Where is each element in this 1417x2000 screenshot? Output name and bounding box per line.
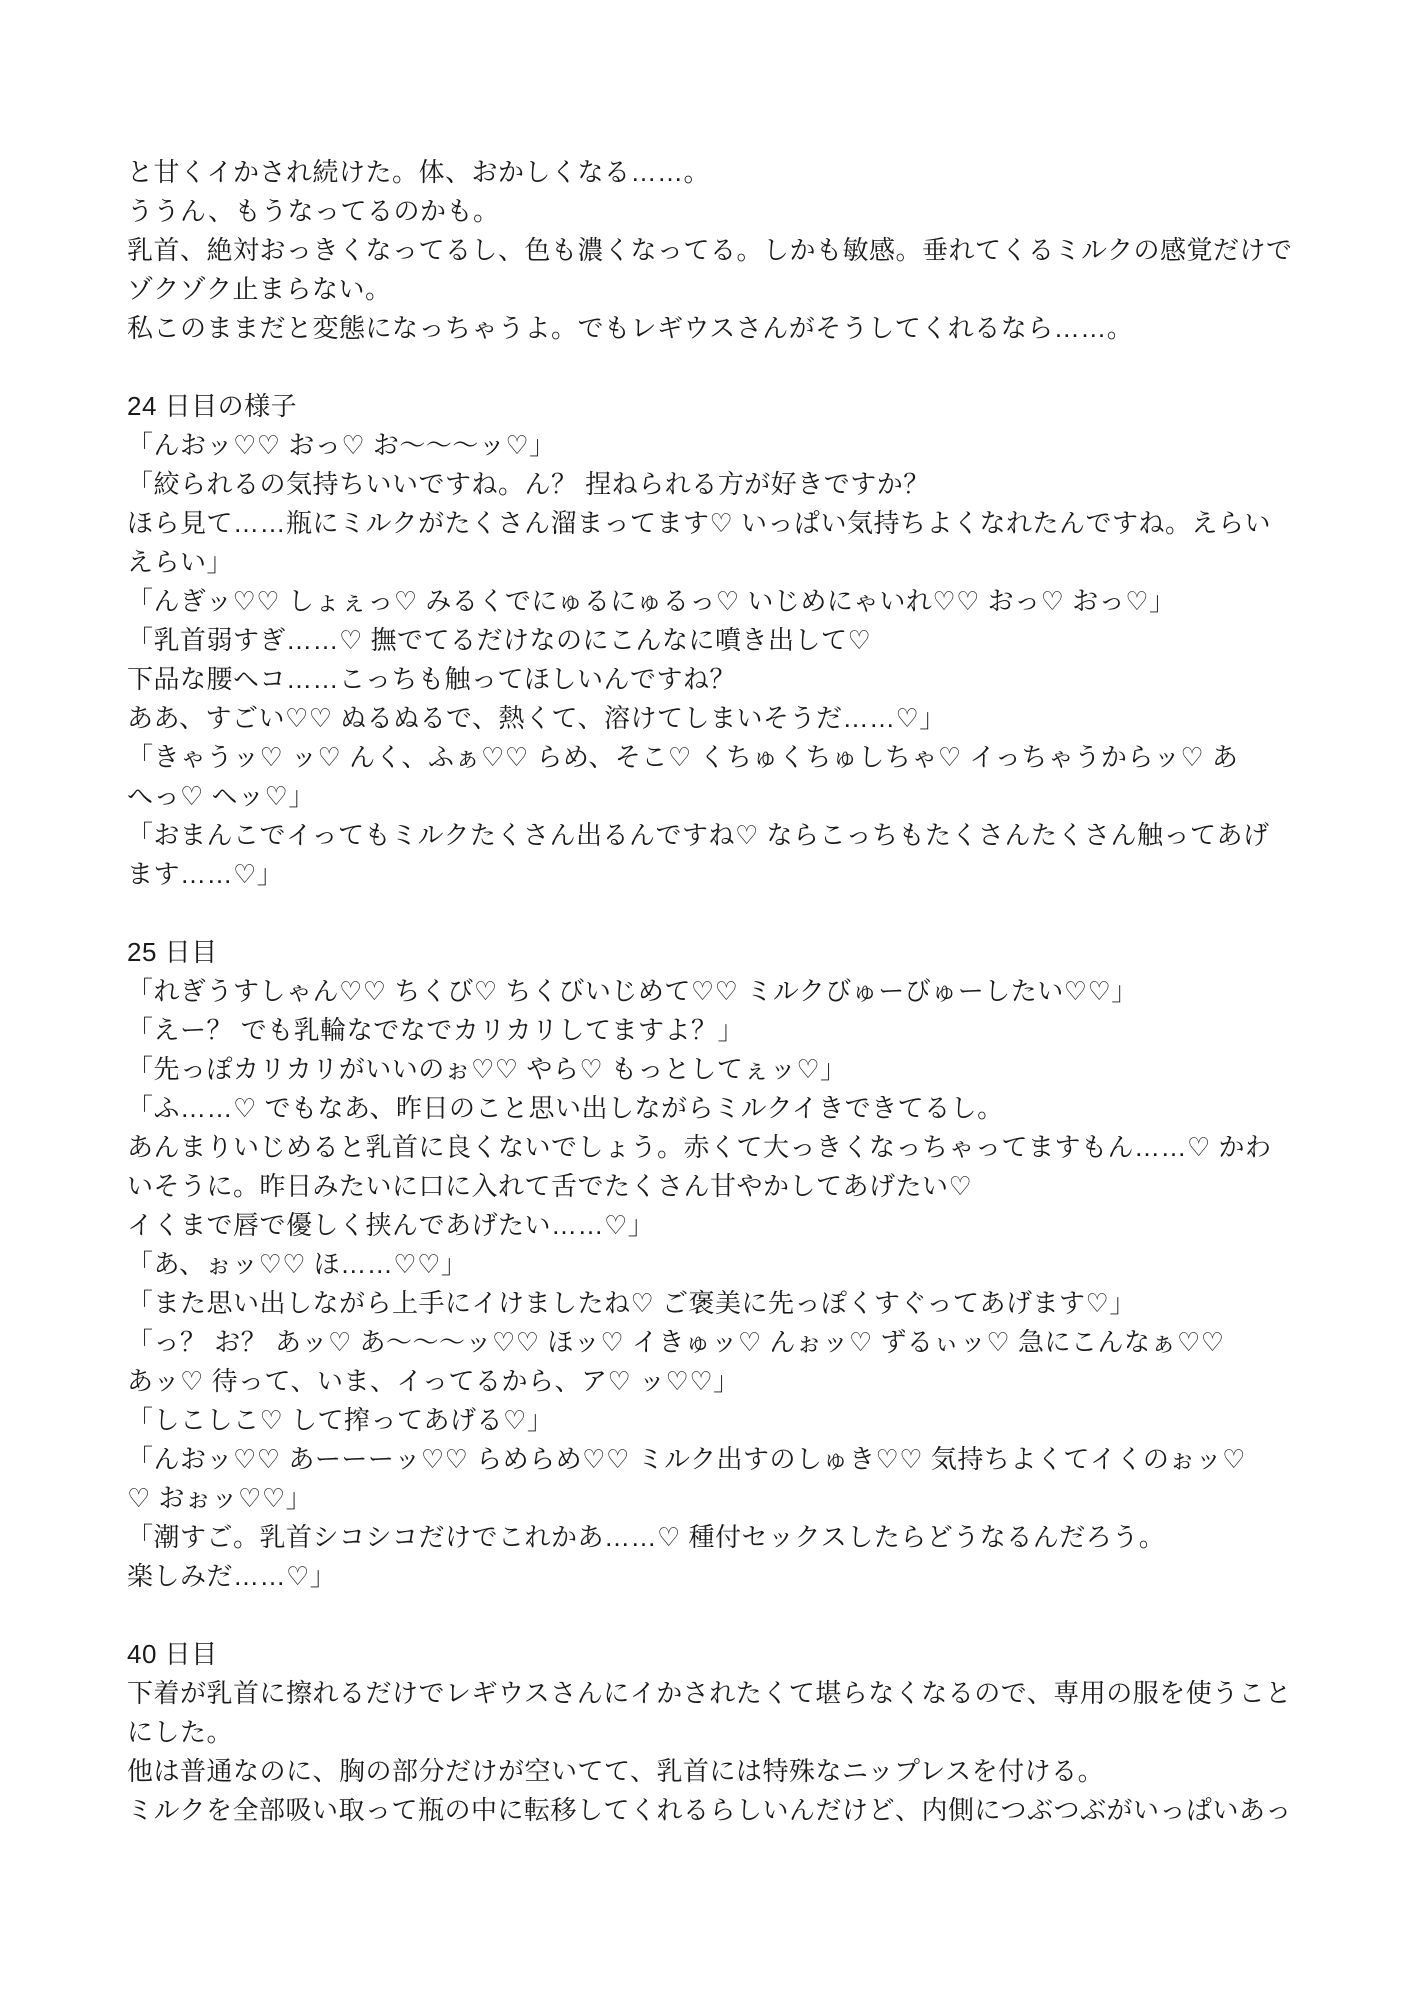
- text-line: 「きゃうッ♡ ッ♡ んく、ふぁ♡♡ らめ、そこ♡ くちゅくちゅしちゃ♡ イっちゃうからッ♡ あ: [127, 742, 1239, 772]
- text-line: ああ、すごい♡♡ ぬるぬるで、熱くて、溶けてしまいそうだ……♡」: [127, 703, 946, 733]
- text-line: ます……♡」: [127, 859, 284, 889]
- section-heading: [127, 933, 1290, 972]
- paragraph: [127, 1674, 1290, 1830]
- paragraph: [127, 972, 1290, 1596]
- text-line: えらい」: [127, 547, 234, 577]
- text-line: 「乳首弱すぎ……♡ 撫でてるだけなのにこんなに噴き出して♡: [127, 625, 872, 655]
- document-body: [127, 153, 1293, 1830]
- text-line: ミルクを全部吸い取って瓶の中に転移してくれるらしいんだけど、内側につぶつぶがいっぱいあっ: [127, 1795, 1292, 1825]
- text-line: へっ♡ ヘッ♡」: [127, 781, 315, 811]
- text-line: と甘くイかされ続けた。体、おかしくなる……。: [127, 157, 711, 187]
- text-line: 「また思い出しながら上手にイけましたね♡ ご褒美に先っぽくすぐってあげます♡」: [127, 1288, 1136, 1318]
- text-line: 「絞られるの気持ちいいですね。ん？ 捏ねられる方が好きですか？: [127, 469, 930, 499]
- text-line: 下品な腰ヘコ……こっちも触ってほしいんですね？: [127, 664, 736, 694]
- text-line: いそうに。昨日みたいに口に入れて舌でたくさん甘やかしてあげたい♡: [127, 1171, 973, 1201]
- text-line: 「先っぽカリカリがいいのぉ♡♡ やら♡ もっとしてぇッ♡」: [127, 1054, 847, 1084]
- text-line: 下着が乳首に擦れるだけでレギウスさんにイかされたくて堪らなくなるので、専用の服を使うこと: [127, 1678, 1292, 1708]
- text-line: 「んおッ♡♡ おっ♡ お～～～ッ♡」: [127, 430, 556, 460]
- text-line: 「っ？ お？ あッ♡ あ～～～ッ♡♡ ほッ♡ イきゅッ♡ んぉッ♡ ずるぃッ♡ 急にこんなぁ♡♡: [127, 1327, 1225, 1357]
- text-line: 「ふ……♡ でもなあ、昨日のこと思い出しながらミルクイきできてるし。: [127, 1093, 1004, 1123]
- text-line: 「んおッ♡♡ あーーーッ♡♡ らめらめ♡♡ ミルク出すのしゅき♡♡ 気持ちよくてイくのぉッ♡: [127, 1444, 1246, 1474]
- section-heading: [127, 387, 1290, 426]
- paragraph: [127, 153, 1293, 348]
- paragraph: [127, 426, 1290, 894]
- text-line: ううん、もうなってるのかも。: [127, 196, 500, 226]
- text-line: 「れぎうすしゃん♡♡ ちくび♡ ちくびいじめて♡♡ ミルクびゅーびゅーしたい♡♡」: [127, 976, 1138, 1006]
- heading-line: 40 日目: [127, 1639, 218, 1669]
- heading-line: 25 日目: [127, 937, 218, 967]
- text-line: あッ♡ 待って、いま、イってるから、ア♡ ッ♡♡」: [127, 1366, 740, 1396]
- section-heading: [127, 1635, 1290, 1674]
- text-line: 「あ、ぉッ♡♡ ほ……♡♡」: [127, 1249, 468, 1279]
- text-line: 他は普通なのに、胸の部分だけが空いてて、乳首には特殊なニップレスを付ける。: [127, 1756, 1105, 1786]
- text-line: 「しこしこ♡ して搾ってあげる♡」: [127, 1405, 554, 1435]
- text-line: 楽しみだ……♡」: [127, 1561, 337, 1591]
- text-line: 「えー？ でも乳輪なでなでカリカリしてますよ？」: [127, 1015, 744, 1045]
- text-line: 「おまんこでイってもミルクたくさん出るんですね♡ ならこっちもたくさんたくさん触ってあげ: [127, 820, 1270, 850]
- text-line: にした。: [127, 1717, 234, 1747]
- text-line: ゾクゾク止まらない。: [127, 274, 392, 304]
- text-line: 「んぎッ♡♡ しょぇっ♡ みるくでにゅるにゅるっ♡ いじめにゃいれ♡♡ おっ♡ おっ♡」: [127, 586, 1176, 616]
- text-line: イくまで唇で優しく挟んであげたい……♡」: [127, 1210, 655, 1240]
- text-line: ♡ おぉッ♡♡」: [127, 1483, 313, 1513]
- heading-line: 24 日目の様子: [127, 391, 298, 421]
- text-line: ほら見て……瓶にミルクがたくさん溜まってます♡ いっぱい気持ちよくなれたんですね。えらい: [127, 508, 1272, 538]
- text-line: あんまりいじめると乳首に良くないでしょう。赤くて大っきくなっちゃってますもん……♡ かわ: [127, 1132, 1272, 1162]
- text-line: 「潮すご。乳首シコシコだけでこれかあ……♡ 種付セックスしたらどうなるんだろう。: [127, 1522, 1166, 1552]
- text-line: 私このままだと変態になっちゃうよ。でもレギウスさんがそうしてくれるなら……。: [127, 313, 1134, 343]
- text-line: 乳首、絶対おっきくなってるし、色も濃くなってる。しかも敏感。垂れてくるミルクの感覚だけで: [127, 235, 1293, 265]
